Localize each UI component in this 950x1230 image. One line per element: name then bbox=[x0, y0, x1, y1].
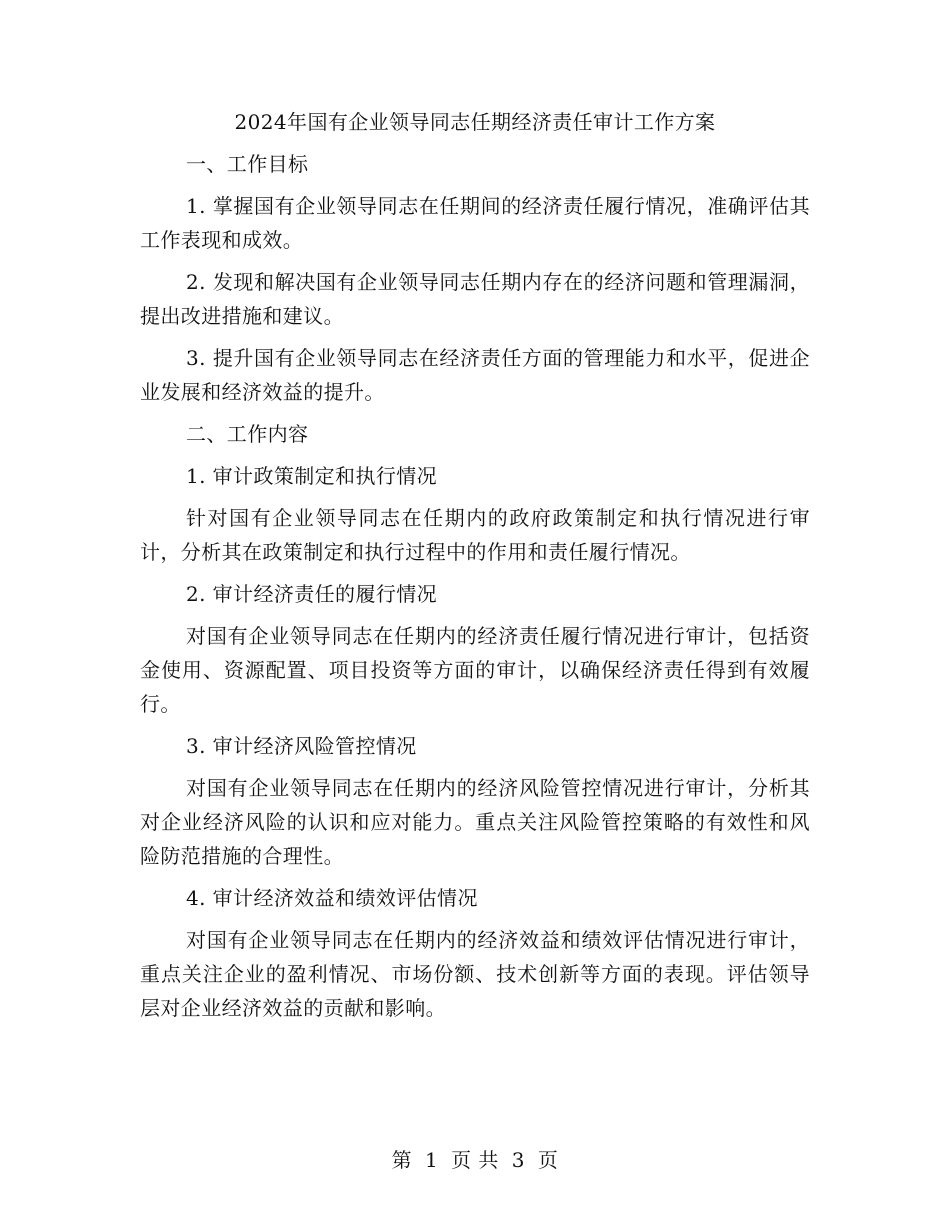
goal-item-1: 1. 掌握国有企业领导同志在任期间的经济责任履行情况，准确评估其工作表现和成效。 bbox=[140, 194, 810, 252]
page-total: 3 bbox=[511, 1148, 526, 1172]
page-footer bbox=[0, 1146, 950, 1174]
page-label-mid: 页 共 bbox=[451, 1148, 499, 1172]
content-body-4: 对国有企业领导同志在任期内的经济效益和绩效评估情况进行审计，重点关注企业的盈利情况、市场份额、技术创新等方面的表现。评估领导层对企业经济效益的贡献和影响。 bbox=[140, 928, 810, 1020]
document-body bbox=[140, 105, 810, 1033]
goal-item-3: 3. 提升国有企业领导同志在经济责任方面的管理能力和水平，促进企业发展和经济效益的提升。 bbox=[140, 346, 810, 404]
page-label-prefix: 第 bbox=[391, 1148, 413, 1172]
document-title: 2024年国有企业领导同志任期经济责任审计工作方案 bbox=[234, 110, 716, 134]
heading-work-goals: 一、工作目标 bbox=[186, 152, 309, 176]
content-body-1: 针对国有企业领导同志在任期内的政府政策制定和执行情况进行审计，分析其在政策制定和执行过程中的作用和责任履行情况。 bbox=[140, 506, 810, 564]
content-heading-3: 3. 审计经济风险管控情况 bbox=[186, 734, 417, 758]
goal-item-2: 2. 发现和解决国有企业领导同志任期内存在的经济问题和管理漏洞，提出改进措施和建议。 bbox=[140, 270, 810, 328]
heading-work-content: 二、工作内容 bbox=[186, 422, 309, 446]
page-label-suffix: 页 bbox=[537, 1148, 559, 1172]
content-heading-1: 1. 审计政策制定和执行情况 bbox=[186, 464, 438, 488]
content-heading-2: 2. 审计经济责任的履行情况 bbox=[186, 582, 438, 606]
content-heading-4: 4. 审计经济效益和绩效评估情况 bbox=[186, 886, 478, 910]
page-current: 1 bbox=[424, 1148, 439, 1172]
content-body-3: 对国有企业领导同志在任期内的经济风险管控情况进行审计，分析其对企业经济风险的认识和应对能力。重点关注风险管控策略的有效性和风险防范措施的合理性。 bbox=[140, 776, 810, 868]
content-body-2: 对国有企业领导同志在任期内的经济责任履行情况进行审计，包括资金使用、资源配置、项目投资等方面的审计，以确保经济责任得到有效履行。 bbox=[140, 624, 810, 716]
